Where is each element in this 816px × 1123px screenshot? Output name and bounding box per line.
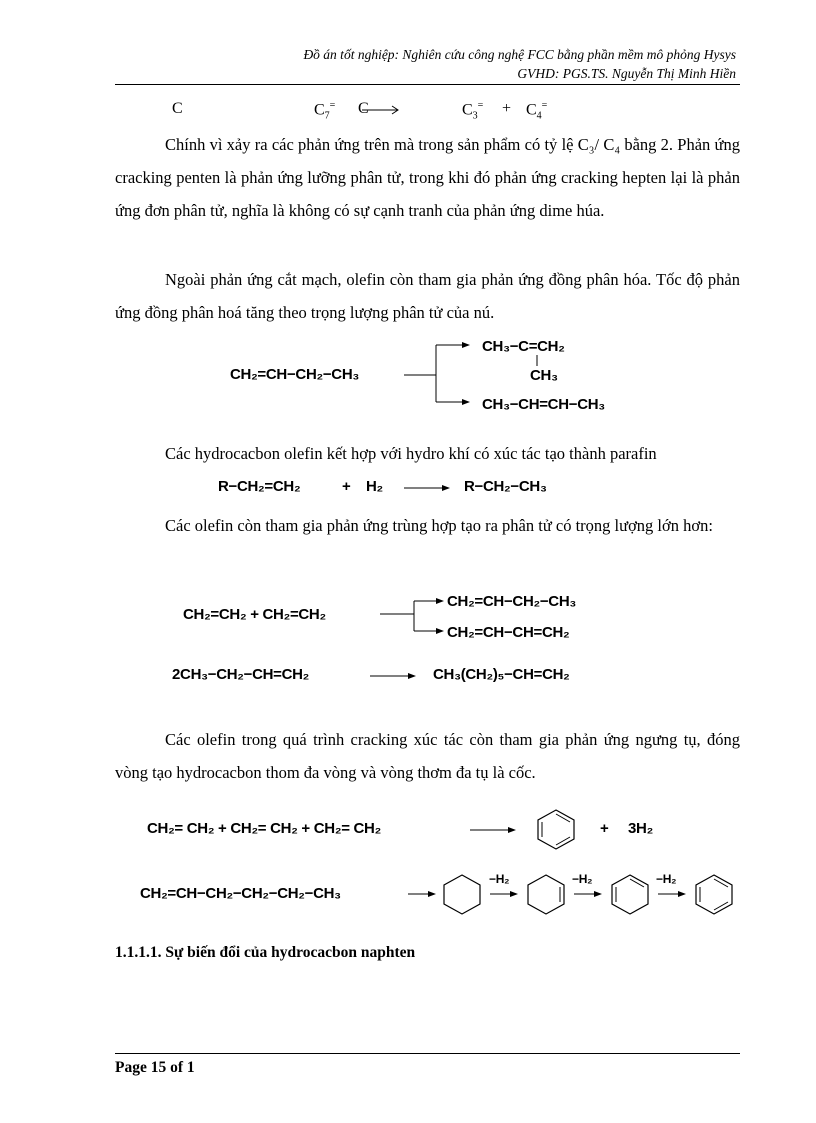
isomer-branch-bond <box>536 355 540 367</box>
dehydro-label-3: −H₂ <box>656 872 677 886</box>
paragraph-polymerization: Các olefin còn tham gia phản ứng trùng hợp tạo ra phân tử có trọng lượng lớn hơn: <box>165 516 713 535</box>
paragraph-isomerization: Ngoài phản ứng cắt mạch, olefin còn tham gia phản ứng đồng phân hóa. Tốc độ phản ứng đồng phân hoá tăng theo trọng lượng phân tử của nú. <box>115 270 740 322</box>
paragraph-ratio: Chính vì xảy ra các phản ứng trên mà trong sản phẩm có tỷ lệ C₃/ C₄ bằng 2. Phản ứng cracking penten là phản ứng lưỡng phân tử, trong khi đó phản ứng cracking hepten lại là phản ứng đơn phân tử, nghĩa là không có sự cạnh tranh của phản ứng dime húa. <box>115 135 740 220</box>
paragraph-cyclization: Các olefin trong quá trình cracking xúc tác còn tham gia phản ứng ngưng tụ, đóng vòng tạo hydrocacbon thom đa vòng và vòng thơm đa tụ là cốc. <box>115 730 740 782</box>
eq-c7: $C_7^=$ <box>314 100 336 122</box>
aromat-arrow <box>470 825 516 835</box>
hydro-plus: + <box>342 478 351 495</box>
eq-c4: $C_4^=$ <box>526 100 548 122</box>
eq-plus: + <box>502 100 512 117</box>
isomer-reactant: CH₂=CH−CH₂−CH₃ <box>230 366 360 383</box>
isomer-product-top: CH₃−C=CH₂ <box>482 338 565 355</box>
eq-arrow-1 <box>362 105 402 115</box>
benzene-product-icon <box>694 873 734 915</box>
header-advisor: GVHD: PGS.TS. Nguyễn Thị Minh Hiền <box>517 66 736 81</box>
eq-catalyst-c: C <box>358 100 369 117</box>
hydro-reactant: R−CH₂=CH₂ <box>218 478 301 495</box>
eq-c3: $C_3^=$ <box>462 100 484 122</box>
poly-product-bottom: CH₂=CH−CH=CH₂ <box>447 624 570 641</box>
poly-product-top: CH₂=CH−CH₂−CH₃ <box>447 593 577 610</box>
eq-c-left: C <box>172 100 183 117</box>
dimer-reactant: 2CH₃−CH₂−CH=CH₂ <box>172 666 310 683</box>
isomer-branch-arrow <box>404 342 464 412</box>
hydro-arrow <box>404 483 450 493</box>
header-title: Đồ án tốt nghiệp: Nghiên cứu công nghệ FCC bằng phần mềm mô phỏng Hysys <box>303 47 736 62</box>
page-number: Page 15 of 1 <box>115 1059 195 1076</box>
dehydro-arrow-3 <box>658 889 686 899</box>
header-rule <box>115 84 740 85</box>
benzene-ring-icon <box>536 808 576 850</box>
aromat-reactants: CH₂= CH₂ + CH₂= CH₂ + CH₂= CH₂ <box>147 820 381 837</box>
dehydro-label-2: −H₂ <box>572 872 593 886</box>
cyclohexane-icon <box>442 873 482 915</box>
chain-reactant: CH₂=CH−CH₂−CH₂−CH₂−CH₃ <box>140 885 341 902</box>
cyclohexene-icon <box>526 873 566 915</box>
isomer-product-bottom: CH₃−CH=CH−CH₃ <box>482 396 605 413</box>
dimer-product: CH₃(CH₂)₅−CH=CH₂ <box>433 666 570 683</box>
dehydro-arrow-2 <box>574 889 602 899</box>
dimer-arrow <box>370 671 416 681</box>
cycl-arrow-1 <box>408 889 436 899</box>
aromat-plus: + <box>600 820 609 837</box>
footer-rule <box>115 1053 740 1054</box>
paragraph-hydrogenation: Các hydrocacbon olefin kết hợp với hydro khí có xúc tác tạo thành parafin <box>165 444 657 463</box>
poly-branch-arrow <box>380 598 444 638</box>
dehydro-arrow-1 <box>490 889 518 899</box>
dehydro-label-1: −H₂ <box>489 872 510 886</box>
equation-c7-cracking <box>172 100 548 122</box>
aromat-h2: 3H₂ <box>628 820 653 837</box>
hydro-product: R−CH₂−CH₃ <box>464 478 547 495</box>
hydro-h2: H₂ <box>366 478 383 495</box>
cyclohexadiene-icon <box>610 873 650 915</box>
poly-reactants: CH₂=CH₂ + CH₂=CH₂ <box>183 606 326 623</box>
section-heading: 1.1.1.1. Sự biến đổi của hydrocacbon naphten <box>115 944 416 961</box>
isomer-methyl: CH₃ <box>530 367 558 384</box>
